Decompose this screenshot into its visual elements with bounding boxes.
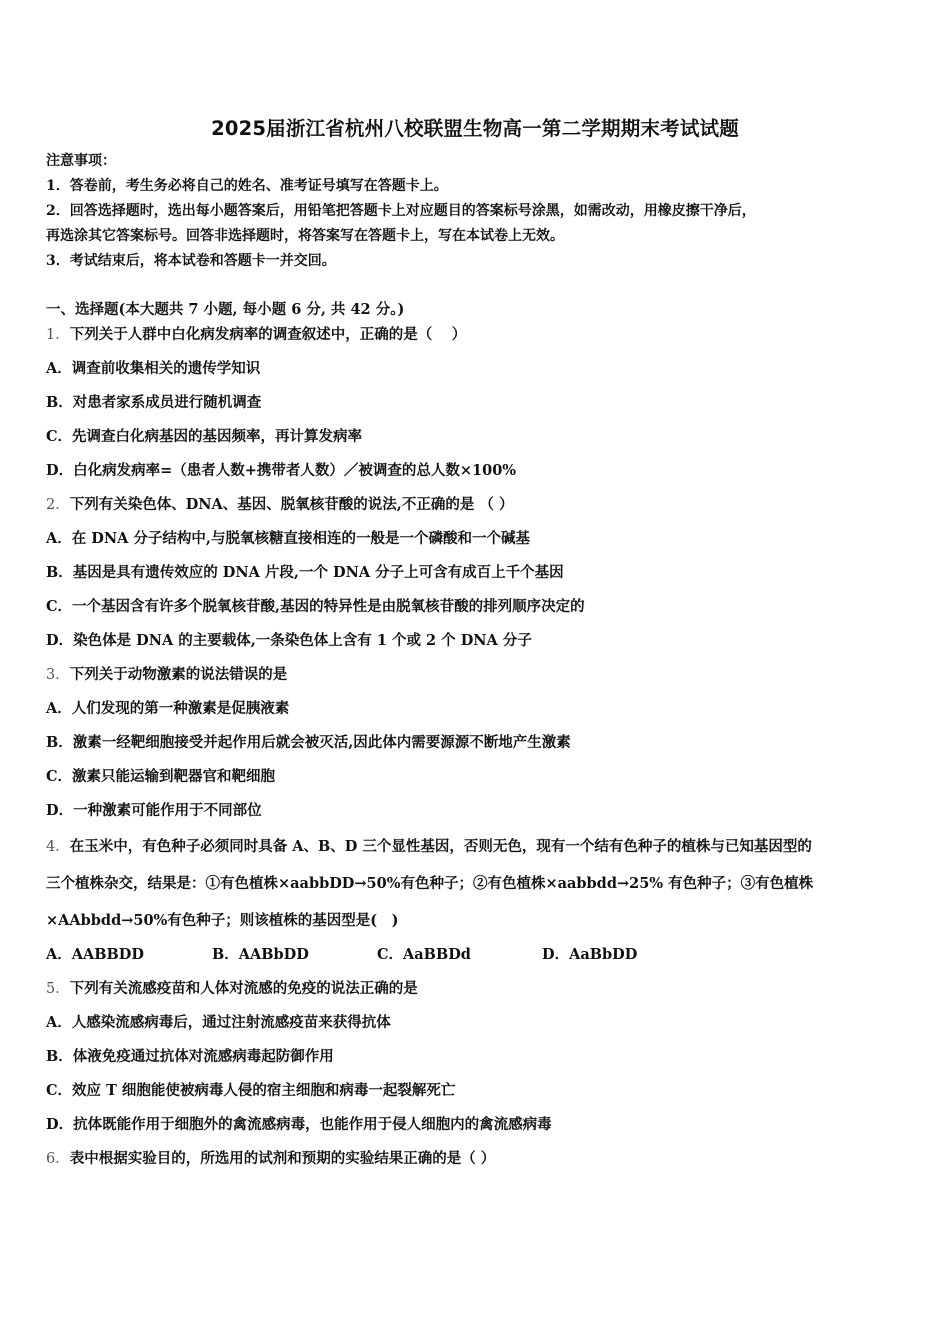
q2-option-b: B．基因是具有遗传效应的 DNA 片段,一个 DNA 分子上可含有成百上千个基因	[46, 564, 564, 581]
question-number: 5．	[46, 981, 70, 997]
question-1	[46, 325, 466, 345]
q4-option-a: A．AABBDD	[46, 946, 144, 963]
q5-option-c: C．效应 T 细胞能使被病毒人侵的宿主细胞和病毒一起裂解死亡	[46, 1082, 456, 1099]
q4-options-row	[46, 945, 906, 965]
q2-option-c: C．一个基因含有许多个脱氧核苷酸,基因的特异性是由脱氧核苷酸的排列顺序决定的	[46, 598, 585, 615]
q4-option-b: B．AABbDD	[212, 946, 309, 963]
q2-option-a: A．在 DNA 分子结构中,与脱氧核糖直接相连的一般是一个磷酸和一个碱基	[46, 530, 530, 547]
q5-option-d: D．抗体既能作用于细胞外的禽流感病毒，也能作用于侵人细胞内的禽流感病毒	[46, 1116, 552, 1133]
notice-item-2: 2．回答选择题时，选出每小题答案后，用铅笔把答题卡上对应题目的答案标号涂黑，如需改动，用橡皮擦干净后，	[46, 203, 756, 219]
question-5	[46, 979, 418, 999]
question-stem-line-1: 在玉米中，有色种子必须同时具备 A、B、D 三个显性基因，否则无色，现有一个结有色种子的植株与已知基因型的	[69, 838, 812, 855]
question-6	[46, 1149, 495, 1169]
question-stem: 表中根据实验目的，所选用的试剂和预期的实验结果正确的是（ ）	[69, 1150, 496, 1167]
question-number: 2．	[46, 497, 70, 513]
question-number: 6．	[46, 1151, 70, 1167]
question-number: 3．	[46, 667, 70, 683]
notice-item-2-cont: 再选涂其它答案标号。回答非选择题时，将答案写在答题卡上，写在本试卷上无效。	[46, 228, 564, 244]
question-3	[46, 665, 287, 685]
q3-option-c: C．激素只能运输到靶器官和靶细胞	[46, 768, 276, 785]
question-stem: 下列关于动物激素的说法错误的是	[69, 666, 288, 683]
q5-option-a: A．人感染流感病毒后，通过注射流感疫苗来获得抗体	[46, 1014, 391, 1031]
question-number: 1．	[46, 327, 70, 343]
question-stem: 下列关于人群中白化病发病率的调查叙述中，正确的是（ ）	[69, 326, 467, 343]
q3-option-a: A．人们发现的第一种激素是促胰液素	[46, 700, 290, 717]
question-4-line-3: ×AAbbdd→50%有色种子；则该植株的基因型是( )	[46, 912, 399, 929]
notice-heading: 注意事项：	[46, 153, 116, 169]
section-heading: 一、选择题(本大题共 7 小题, 每小题 6 分, 共 42 分。)	[46, 301, 405, 318]
question-2	[46, 495, 513, 515]
q1-option-d: D．白化病发病率=（患者人数+携带者人数）／被调查的总人数×100%	[46, 462, 517, 479]
question-4-line-2: 三个植株杂交，结果是：①有色植株×aabbDD→50%有色种子；②有色植株×aabbdd→25% 有色种子；③有色植株	[46, 875, 814, 892]
question-number: 4．	[46, 839, 70, 855]
q3-option-b: B．激素一经靶细胞接受并起作用后就会被灭活,因此体内需要源源不断地产生激素	[46, 734, 571, 751]
q1-option-c: C．先调查白化病基因的基因频率，再计算发病率	[46, 428, 363, 445]
q5-option-b: B．体液免疫通过抗体对流感病毒起防御作用	[46, 1048, 334, 1065]
q1-option-b: B．对患者家系成员进行随机调查	[46, 394, 262, 411]
notice-item-3: 3．考试结束后，将本试卷和答题卡一并交回。	[46, 253, 336, 269]
question-stem: 下列有关染色体、DNA、基因、脱氧核苷酸的说法,不正确的是 （ ）	[69, 496, 514, 513]
question-stem: 下列有关流感疫苗和人体对流感的免疫的说法正确的是	[69, 980, 418, 997]
question-4	[46, 837, 812, 857]
q3-option-d: D．一种激素可能作用于不同部位	[46, 802, 262, 819]
q2-option-d: D．染色体是 DNA 的主要载体,一条染色体上含有 1 个或 2 个 DNA 分子	[46, 632, 532, 649]
q4-option-c: C．AaBBDd	[377, 946, 471, 963]
q1-option-a: A．调查前收集相关的遗传学知识	[46, 360, 261, 377]
notice-item-1: 1．答卷前，考生务必将自己的姓名、准考证号填写在答题卡上。	[46, 178, 448, 194]
exam-title: 2025届浙江省杭州八校联盟生物高一第二学期期末考试试题	[211, 117, 739, 140]
q4-option-d: D．AaBbDD	[542, 946, 638, 963]
